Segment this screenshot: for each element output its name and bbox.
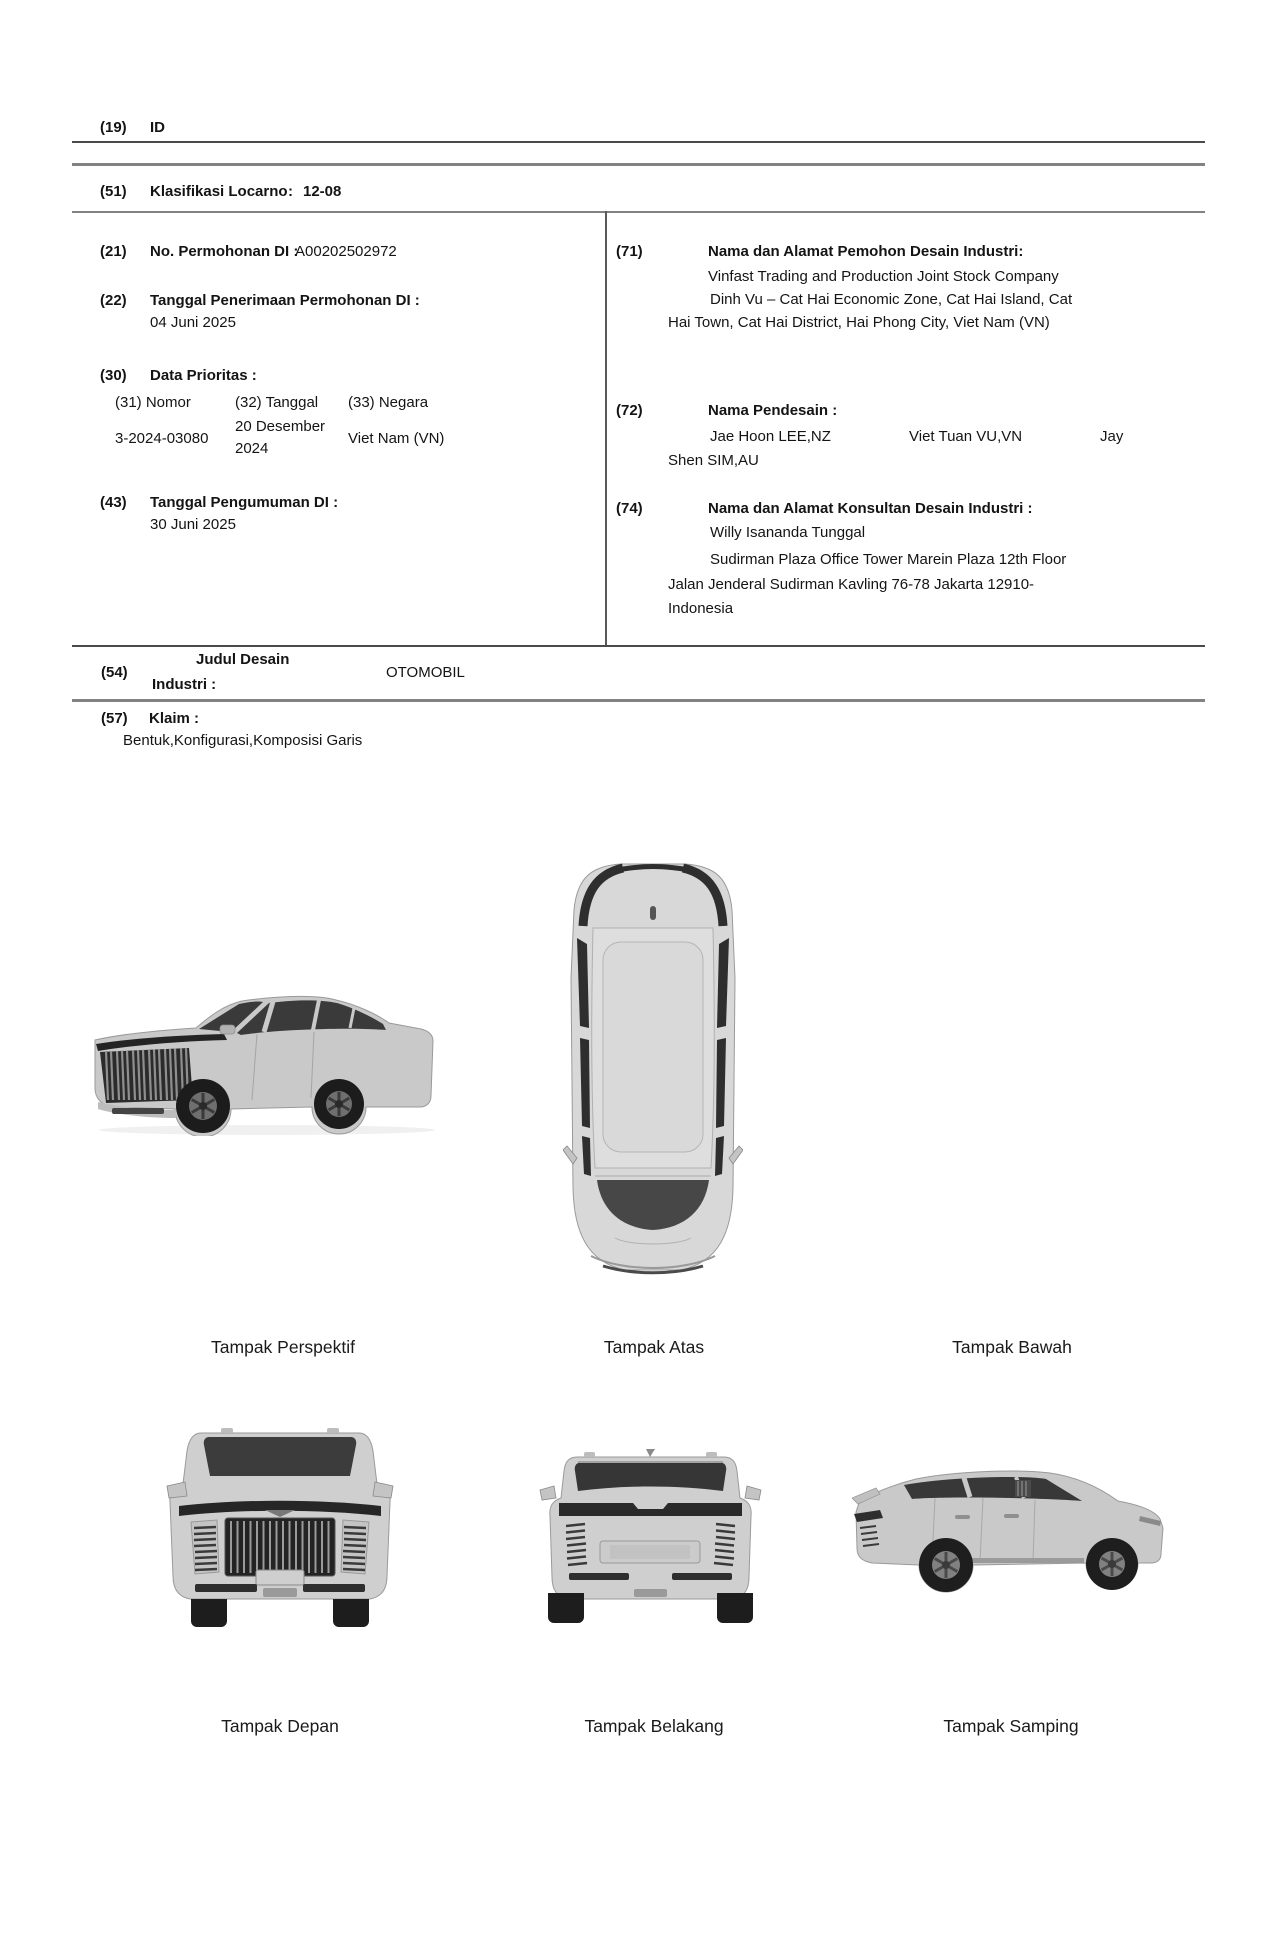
designer-name-3-part2: Shen SIM,AU [668, 452, 759, 469]
priority-number-header: (31) Nomor [115, 394, 191, 411]
caption-front-view: Tampak Depan [221, 1716, 339, 1736]
priority-country-header: (33) Negara [348, 394, 429, 411]
field-54-num: (54) [101, 664, 128, 681]
claim-label: Klaim : [149, 710, 200, 727]
priority-date-header: (32) Tanggal [235, 394, 319, 411]
design-title-value: OTOMOBIL [386, 664, 465, 681]
application-number-label: No. Permohonan DI : [150, 243, 299, 260]
rule-top-2 [72, 163, 1205, 166]
column-divider [605, 211, 607, 647]
priority-number-value: 3-2024-03080 [115, 430, 209, 447]
field-74-num: (74) [616, 500, 643, 517]
field-21-num: (21) [100, 243, 127, 260]
country-code: ID [150, 119, 165, 136]
publication-date-label: Tanggal Pengumuman DI : [150, 494, 339, 511]
applicant-address-line2: Hai Town, Cat Hai District, Hai Phong City, Viet Nam (VN) [668, 314, 1050, 331]
field-72-num: (72) [616, 402, 643, 419]
front-view-image [165, 1424, 395, 1630]
designer-name-3-part1: Jay [1100, 428, 1124, 445]
field-43-num: (43) [100, 494, 127, 511]
design-title-label-line2: Industri : [152, 676, 217, 693]
applicant-address-line1: Dinh Vu – Cat Hai Economic Zone, Cat Hai Island, Cat [710, 291, 1073, 308]
field-19-num: (19) [100, 119, 127, 136]
priority-date-value: 20 Desember 2024 [235, 418, 326, 457]
caption-bottom-view: Tampak Bawah [952, 1337, 1072, 1357]
filing-date-label: Tanggal Penerimaan Permohonan DI : [150, 292, 420, 309]
rule-top-1 [72, 141, 1205, 143]
consultant-name: Willy Isananda Tunggal [710, 524, 866, 541]
rule-title-bottom [72, 699, 1205, 702]
claim-value: Bentuk,Konfigurasi,Komposisi Garis [123, 732, 363, 749]
priority-country-value: Viet Nam (VN) [348, 430, 445, 447]
applicant-name: Vinfast Trading and Production Joint Stock Company [708, 268, 1059, 285]
locarno-colon: : [288, 183, 293, 200]
rule-box-bottom [72, 645, 1205, 647]
caption-side-view: Tampak Samping [943, 1716, 1079, 1736]
design-title-label-line1: Judul Desain [196, 651, 290, 668]
designers-label: Nama Pendesain : [708, 402, 838, 419]
publication-date-value: 30 Juni 2025 [150, 516, 236, 533]
locarno-class: 12-08 [303, 183, 342, 200]
top-view-image [563, 858, 743, 1278]
applicant-label: Nama dan Alamat Pemohon Desain Industri: [708, 243, 1024, 260]
back-view-image [538, 1446, 763, 1626]
consultant-address-line2: Jalan Jenderal Sudirman Kavling 76-78 Jakarta 12910- [668, 576, 1035, 593]
consultant-label: Nama dan Alamat Konsultan Desain Industri : [708, 500, 1033, 517]
field-22-num: (22) [100, 292, 127, 309]
side-view-image [852, 1468, 1167, 1596]
field-71-num: (71) [616, 243, 643, 260]
caption-top-view: Tampak Atas [603, 1337, 705, 1357]
consultant-address-line3: Indonesia [668, 600, 734, 617]
designer-name-2: Viet Tuan VU,VN [909, 428, 1023, 445]
field-51-num: (51) [100, 183, 127, 200]
rule-box-top [72, 211, 1205, 213]
locarno-label: Klasifikasi Locarno [150, 183, 288, 200]
perspective-view-image [92, 988, 437, 1136]
priority-label: Data Prioritas : [150, 367, 257, 384]
application-number-value: A00202502972 [295, 243, 397, 260]
field-30-num: (30) [100, 367, 127, 384]
caption-perspective-view: Tampak Perspektif [211, 1337, 355, 1357]
designer-name-1: Jae Hoon LEE,NZ [710, 428, 831, 445]
field-57-num: (57) [101, 710, 128, 727]
filing-date-value: 04 Juni 2025 [150, 314, 236, 331]
caption-back-view: Tampak Belakang [584, 1716, 724, 1736]
consultant-address-line1: Sudirman Plaza Office Tower Marein Plaza 12th Floor [710, 551, 1067, 568]
